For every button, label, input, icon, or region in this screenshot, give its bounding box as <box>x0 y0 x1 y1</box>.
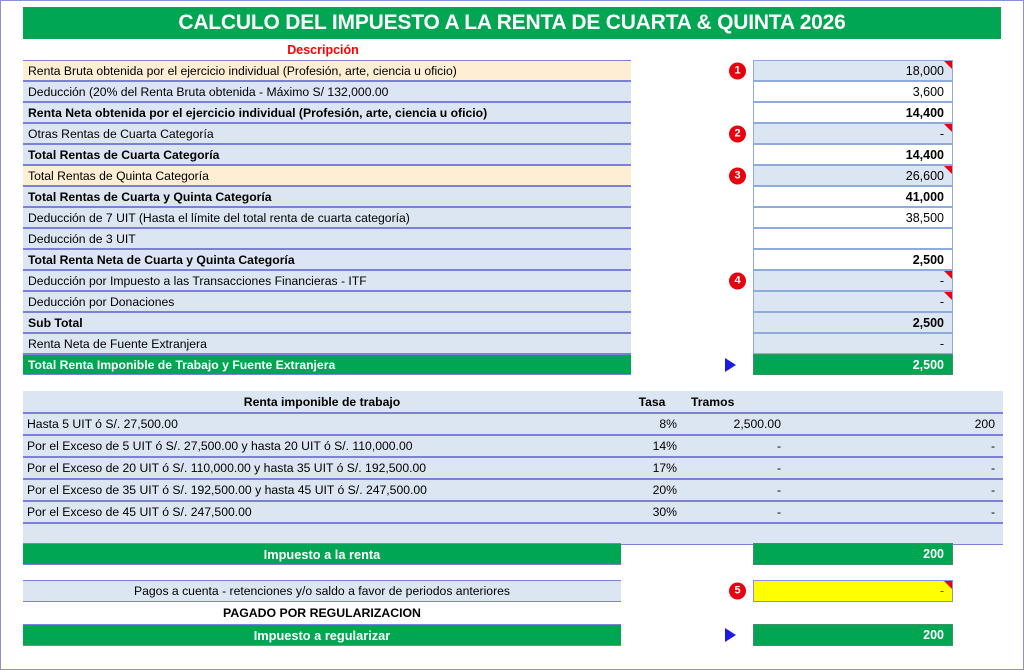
bracket-tramos: - <box>683 435 803 457</box>
pagado-regularizacion-label: PAGADO POR REGULARIZACION <box>23 602 621 624</box>
step-badge-3: 3 <box>729 167 746 184</box>
row-label: Renta Neta obtenida por el ejercicio individual (Profesión, arte, ciencia u oficio) <box>23 102 631 123</box>
row-value[interactable]: 14,400 <box>753 144 953 165</box>
row-value-wrap <box>753 102 953 123</box>
impuesto-renta-gap <box>621 543 753 565</box>
pagado-regularizacion-gap <box>621 602 753 624</box>
row-value-wrap <box>734 123 953 144</box>
play-triangle-icon <box>725 358 736 372</box>
table-row <box>23 144 1003 165</box>
pagado-regularizacion-row <box>23 602 1003 624</box>
table-row <box>23 60 1003 81</box>
bracket-tasa: 14% <box>621 435 683 457</box>
main-calculation-table <box>23 60 1003 375</box>
impuesto-regularizar-value[interactable]: 200 <box>753 624 953 646</box>
row-value[interactable]: - <box>753 333 953 354</box>
row-value[interactable]: 2,500 <box>753 354 953 375</box>
row-label: Renta Bruta obtenida por el ejercicio individual (Profesión, arte, ciencia u oficio) <box>23 60 631 81</box>
bracket-impuesto: 200 <box>803 413 1003 435</box>
play-triangle-icon <box>725 628 736 642</box>
bracket-row <box>23 479 1003 501</box>
bracket-spacer-imp <box>803 523 1003 545</box>
impuesto-renta-value-wrap <box>753 543 953 565</box>
impuesto-regularizar-label: Impuesto a regularizar <box>23 624 621 646</box>
row-label: Deducción por Donaciones <box>23 291 631 312</box>
row-value[interactable]: 2,500 <box>753 312 953 333</box>
bracket-spacer-row <box>23 523 1003 545</box>
bracket-row <box>23 457 1003 479</box>
bracket-description: Por el Exceso de 5 UIT ó S/. 27,500.00 y hasta 20 UIT ó S/. 110,000.00 <box>23 435 621 457</box>
row-value-wrap <box>734 165 953 186</box>
table-row <box>23 228 1003 249</box>
impuesto-regularizar-value-wrap <box>753 624 953 646</box>
row-value-wrap <box>753 354 953 375</box>
row-label: Deducción de 3 UIT <box>23 228 631 249</box>
row-label: Total Rentas de Cuarta Categoría <box>23 144 631 165</box>
row-gap <box>631 249 753 270</box>
table-row <box>23 123 1003 144</box>
tax-bracket-table <box>23 391 1003 545</box>
row-value-wrap <box>753 228 953 249</box>
bracket-description: Hasta 5 UIT ó S/. 27,500.00 <box>23 413 621 435</box>
row-value[interactable]: - <box>753 270 953 291</box>
row-label: Renta Neta de Fuente Extranjera <box>23 333 631 354</box>
row-label: Deducción de 7 UIT (Hasta el límite del total renta de cuarta categoría) <box>23 207 631 228</box>
pagos-cuenta-label: Pagos a cuenta - retenciones y/o saldo a favor de periodos anteriores <box>23 580 621 602</box>
table-row <box>23 270 1003 291</box>
row-value-wrap <box>734 60 953 81</box>
pagos-cuenta-value-wrap <box>734 580 953 602</box>
row-gap <box>631 102 753 123</box>
bracket-tramos: - <box>683 501 803 523</box>
row-value-wrap <box>734 270 953 291</box>
row-label: Total Rentas de Quinta Categoría <box>23 165 631 186</box>
row-label: Deducción por Impuesto a las Transacciones Financieras - ITF <box>23 270 631 291</box>
row-label: Total Renta Imponible de Trabajo y Fuente Extranjera <box>23 354 631 375</box>
row-value[interactable] <box>753 228 953 249</box>
bracket-tasa: 20% <box>621 479 683 501</box>
bracket-header-tramos: Tramos <box>683 391 803 413</box>
row-gap <box>631 291 753 312</box>
row-label: Deducción (20% del Renta Bruta obtenida - Máximo S/ 132,000.00 <box>23 81 631 102</box>
pagos-cuenta-input[interactable]: - <box>753 580 953 602</box>
bracket-spacer-tasa <box>621 523 683 545</box>
bracket-tasa: 8% <box>621 413 683 435</box>
row-value-wrap <box>753 333 953 354</box>
row-value[interactable]: 26,600 <box>753 165 953 186</box>
bracket-spacer-tramo <box>683 523 803 545</box>
table-row <box>23 165 1003 186</box>
table-row <box>23 354 1003 375</box>
table-row <box>23 312 1003 333</box>
step-badge-4: 4 <box>729 272 746 289</box>
row-label: Sub Total <box>23 312 631 333</box>
row-value-wrap <box>753 291 953 312</box>
row-value[interactable]: 14,400 <box>753 102 953 123</box>
bracket-row <box>23 413 1003 435</box>
row-gap <box>631 207 753 228</box>
bracket-impuesto: - <box>803 457 1003 479</box>
table-row <box>23 186 1003 207</box>
impuesto-renta-row <box>23 543 1003 565</box>
row-gap <box>631 228 753 249</box>
row-value[interactable]: 2,500 <box>753 249 953 270</box>
bracket-description: Por el Exceso de 35 UIT ó S/. 192,500.00 y hasta 45 UIT ó S/. 247,500.00 <box>23 479 621 501</box>
row-value[interactable]: - <box>753 123 953 144</box>
page-title: CALCULO DEL IMPUESTO A LA RENTA DE CUARTA & QUINTA 2026 <box>23 7 1001 39</box>
bracket-tramos: 2,500.00 <box>683 413 803 435</box>
row-value-wrap <box>753 312 953 333</box>
bracket-header-impuesto <box>803 391 1003 413</box>
row-gap <box>631 333 753 354</box>
step-badge-5: 5 <box>729 583 746 600</box>
row-gap <box>631 81 753 102</box>
pagado-regularizacion-value-wrap <box>753 602 953 624</box>
bracket-tasa: 17% <box>621 457 683 479</box>
bracket-description: Por el Exceso de 20 UIT ó S/. 110,000.00 y hasta 35 UIT ó S/. 192,500.00 <box>23 457 621 479</box>
bracket-impuesto: - <box>803 501 1003 523</box>
table-row <box>23 249 1003 270</box>
row-value-wrap <box>753 144 953 165</box>
bracket-header-row <box>23 391 1003 413</box>
pagos-cuenta-row <box>23 580 1003 602</box>
row-label: Total Rentas de Cuarta y Quinta Categoría <box>23 186 631 207</box>
description-column-header: Descripción <box>287 43 359 57</box>
row-gap <box>631 144 753 165</box>
row-value[interactable]: 41,000 <box>753 186 953 207</box>
bracket-description: Por el Exceso de 45 UIT ó S/. 247,500.00 <box>23 501 621 523</box>
impuesto-renta-label: Impuesto a la renta <box>23 543 621 565</box>
table-row <box>23 102 1003 123</box>
bracket-impuesto: - <box>803 435 1003 457</box>
row-value-wrap <box>753 249 953 270</box>
bracket-header-tasa: Tasa <box>621 391 683 413</box>
table-row <box>23 291 1003 312</box>
row-value[interactable]: 3,600 <box>753 81 953 102</box>
table-row <box>23 81 1003 102</box>
row-value-wrap <box>753 81 953 102</box>
impuesto-regularizar-row <box>23 624 1003 646</box>
row-value[interactable]: - <box>753 291 953 312</box>
row-label: Total Renta Neta de Cuarta y Quinta Categoría <box>23 249 631 270</box>
bracket-header-description: Renta imponible de trabajo <box>23 391 621 413</box>
row-gap <box>631 312 753 333</box>
row-value-wrap <box>753 186 953 207</box>
bracket-tasa: 30% <box>621 501 683 523</box>
bracket-impuesto: - <box>803 479 1003 501</box>
bracket-row <box>23 501 1003 523</box>
bracket-spacer-desc <box>23 523 621 545</box>
table-row <box>23 207 1003 228</box>
row-label: Otras Rentas de Cuarta Categoría <box>23 123 631 144</box>
step-badge-2: 2 <box>729 125 746 142</box>
bracket-tramos: - <box>683 457 803 479</box>
row-value-wrap <box>753 207 953 228</box>
step-badge-1: 1 <box>729 62 746 79</box>
bracket-row <box>23 435 1003 457</box>
row-gap <box>631 186 753 207</box>
row-value[interactable]: 38,500 <box>753 207 953 228</box>
table-row <box>23 333 1003 354</box>
impuesto-renta-value[interactable]: 200 <box>753 543 953 565</box>
row-value[interactable]: 18,000 <box>753 60 953 81</box>
bracket-tramos: - <box>683 479 803 501</box>
